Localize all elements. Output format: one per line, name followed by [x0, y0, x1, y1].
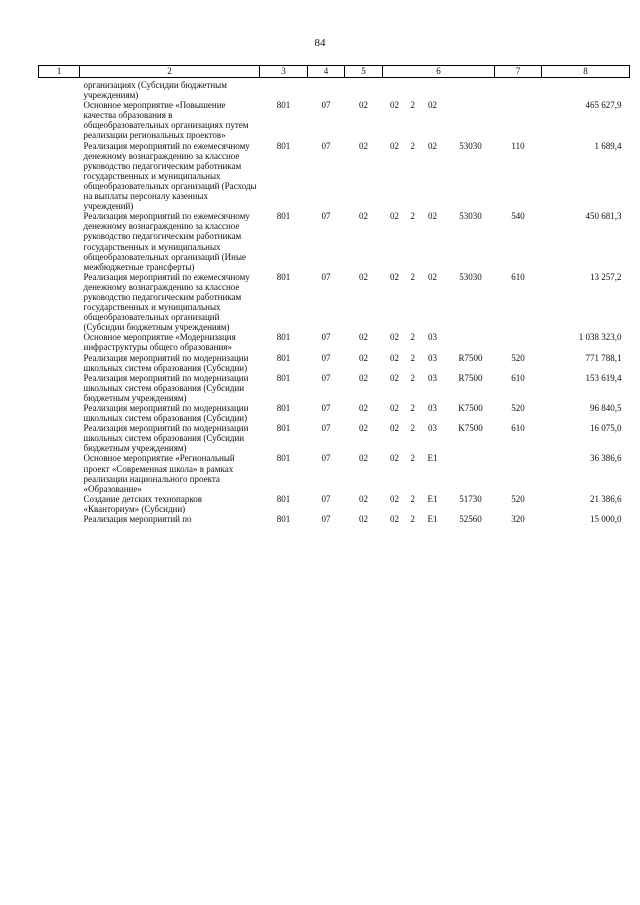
header-col-5: 5 [345, 66, 383, 78]
row-col-5: 02 [359, 493, 368, 504]
row-amount: 771 788,1 [585, 352, 622, 363]
header-col-7: 7 [495, 66, 542, 78]
row-code-d: 53030 [459, 140, 482, 151]
row-code-d: 53030 [459, 211, 482, 222]
row-col-5: 02 [359, 423, 368, 434]
table-row [39, 78, 630, 101]
row-code-a: 02 [390, 493, 399, 504]
row-col-3: 801 [276, 332, 291, 343]
row-col-4: 07 [321, 514, 331, 525]
table-body [39, 78, 630, 525]
row-code-c [419, 78, 447, 101]
table-row [39, 272, 630, 333]
row-code-d: K7500 [458, 403, 483, 413]
row-code-c: E1 [427, 453, 438, 464]
row-col-1 [39, 272, 80, 333]
row-code-b: 2 [410, 352, 415, 363]
row-col-7: 610 [511, 423, 525, 434]
row-col-3: 801 [276, 493, 291, 504]
row-code-a: 02 [390, 453, 399, 464]
row-code-d [447, 100, 495, 140]
row-col-7 [495, 78, 542, 101]
row-col-7: 610 [511, 271, 525, 282]
row-col-3: 801 [276, 403, 291, 413]
header-col-8: 8 [542, 66, 630, 78]
row-description: Реализация мероприятий по модернизации школьных систем образования (Субсидии бюджетным учреждениям) [83, 423, 249, 454]
row-col-7: 520 [511, 493, 525, 504]
row-code-d [447, 78, 495, 101]
page-number: 84 [314, 37, 326, 49]
row-col-4 [308, 78, 345, 101]
row-col-4: 07 [321, 423, 331, 434]
row-col-5 [345, 78, 383, 101]
row-code-d: 51730 [459, 493, 482, 504]
row-description: Основное мероприятие «Модернизация инфраструктуры общего образования» [83, 332, 236, 353]
row-code-b: 2 [410, 453, 415, 464]
row-col-1 [39, 514, 80, 524]
row-col-3: 801 [276, 271, 291, 282]
row-col-5: 02 [359, 403, 368, 413]
row-description: Реализация мероприятий по модернизации школьных систем образования (Субсидии бюджетным учреждениям) [83, 372, 249, 403]
row-col-3: 801 [276, 423, 291, 434]
row-col-1 [39, 100, 80, 140]
row-code-b: 2 [410, 372, 415, 383]
row-code-c: E1 [427, 493, 438, 504]
table-row [39, 423, 630, 453]
row-col-1 [39, 211, 80, 272]
row-col-4: 07 [321, 211, 331, 222]
table-row [39, 453, 630, 493]
row-code-a: 02 [390, 100, 399, 111]
row-col-7: 110 [511, 140, 525, 151]
row-description: Создание детских технопарков «Кванториум» (Субсидии) [83, 493, 202, 514]
row-col-1 [39, 353, 80, 373]
row-code-b: 2 [410, 332, 415, 343]
row-amount: 465 627,9 [585, 100, 622, 111]
row-description: Реализация мероприятий по [83, 514, 192, 525]
row-code-a: 02 [390, 332, 399, 343]
row-amount: 21 386,6 [590, 493, 622, 504]
row-amount: 96 840,5 [590, 403, 622, 413]
row-amount: 16 075,0 [590, 423, 622, 434]
row-description: Основное мероприятие «Повышение качества образования в общеобразовательных организациях путем реализации региональных проектов» [83, 100, 249, 141]
header-col-2: 2 [80, 66, 260, 78]
table-row [39, 100, 630, 140]
row-description: Реализация мероприятий по модернизации школьных систем образования (Субсидии) [83, 352, 249, 373]
row-code-a: 02 [390, 372, 399, 383]
header-col-3: 3 [260, 66, 308, 78]
row-description: Реализация мероприятий по ежемесячному денежному вознаграждению за классное руководство педагогическим работникам государственных и муниципальных общеобразовательных организаций (Субсидии бюджетным учреждениям) [83, 271, 250, 333]
table-row [39, 353, 630, 373]
row-col-4: 07 [321, 493, 331, 504]
row-col-4: 07 [321, 403, 331, 413]
row-amount: 13 257,2 [590, 271, 622, 282]
row-code-b: 2 [410, 211, 415, 222]
row-col-7 [495, 453, 542, 493]
row-code-a: 02 [390, 423, 399, 434]
table-row [39, 332, 630, 352]
row-col-1 [39, 373, 80, 403]
row-col-5: 02 [359, 332, 368, 343]
row-col-1 [39, 494, 80, 514]
header-col-6: 6 [383, 66, 495, 78]
row-code-b: 2 [410, 514, 415, 525]
row-col-4: 07 [321, 271, 331, 282]
row-col-7: 540 [511, 211, 525, 222]
row-code-b: 2 [410, 423, 415, 434]
row-col-3: 801 [276, 372, 291, 383]
row-code-c: 02 [428, 271, 437, 282]
row-amount: 1 038 323,0 [578, 332, 622, 343]
row-code-c: 03 [428, 332, 437, 343]
row-code-a [383, 78, 407, 101]
row-code-a: 02 [390, 514, 399, 525]
row-code-a: 02 [390, 352, 399, 363]
row-code-c: 02 [428, 211, 437, 222]
row-description: организациях (Субсидии бюджетным учреждениям) [83, 80, 227, 101]
row-col-3: 801 [276, 140, 291, 151]
row-col-5: 02 [359, 100, 368, 111]
row-description: Основное мероприятие «Региональный проект «Современная школа» в рамках реализации национального проекта «Образование» [83, 453, 235, 494]
row-col-7: 610 [511, 372, 525, 383]
row-amount: 153 619,4 [585, 372, 622, 383]
row-col-5: 02 [359, 514, 368, 525]
table-row [39, 494, 630, 514]
row-col-4: 07 [321, 100, 331, 111]
row-description: Реализация мероприятий по модернизации школьных систем образования (Субсидии) [83, 403, 249, 424]
budget-table [38, 65, 630, 524]
row-col-7 [495, 100, 542, 140]
row-code-d: 53030 [459, 271, 482, 282]
row-col-4: 07 [321, 140, 331, 151]
row-code-d [447, 332, 495, 352]
row-col-5: 02 [359, 140, 368, 151]
row-col-5: 02 [359, 271, 368, 282]
row-code-c: 03 [428, 423, 437, 434]
row-col-3: 801 [276, 100, 291, 111]
row-amount [542, 78, 630, 101]
table-row [39, 373, 630, 403]
row-col-5: 02 [359, 453, 368, 464]
row-col-4: 07 [321, 352, 331, 363]
row-code-d: 52560 [459, 514, 482, 525]
row-code-b: 2 [410, 493, 415, 504]
row-col-1 [39, 78, 80, 101]
table-row [39, 211, 630, 272]
row-code-c: 02 [428, 140, 437, 151]
header-col-1: 1 [39, 66, 80, 78]
row-code-a: 02 [390, 403, 399, 413]
table-row [39, 141, 630, 212]
row-col-3: 801 [276, 453, 291, 464]
row-code-b: 2 [410, 140, 415, 151]
row-col-3 [260, 78, 308, 101]
row-col-4: 07 [321, 453, 331, 464]
row-col-4: 07 [321, 332, 331, 343]
row-col-3: 801 [276, 352, 291, 363]
row-col-7: 520 [511, 352, 525, 363]
row-code-d: K7500 [458, 423, 483, 434]
row-code-c: 03 [428, 403, 437, 413]
row-amount: 15 000,0 [590, 514, 622, 525]
row-col-7 [495, 332, 542, 352]
row-code-b: 2 [410, 271, 415, 282]
row-col-3: 801 [276, 514, 291, 525]
row-col-5: 02 [359, 372, 368, 383]
row-amount: 36 386,6 [590, 453, 622, 464]
row-col-1 [39, 423, 80, 453]
row-code-a: 02 [390, 211, 399, 222]
row-col-3: 801 [276, 211, 291, 222]
row-col-1 [39, 453, 80, 493]
row-amount: 1 689,4 [594, 140, 622, 151]
row-description: Реализация мероприятий по ежемесячному денежному вознаграждению за классное руководство педагогическим работникам государственных и муниципальных общеобразовательных организаций (Расходы на выплаты персоналу казенных учреждений) [83, 140, 257, 212]
row-code-b: 2 [410, 403, 415, 413]
row-code-a: 02 [390, 271, 399, 282]
row-code-c: E1 [427, 514, 438, 525]
row-col-5: 02 [359, 352, 368, 363]
row-code-c: 03 [428, 372, 437, 383]
table-row [39, 514, 630, 524]
row-code-d: R7500 [458, 372, 483, 383]
row-code-b: 2 [410, 100, 415, 111]
row-description: Реализация мероприятий по ежемесячному денежному вознаграждению за классное руководство педагогическим работникам государственных и муниципальных общеобразовательных организаций (Иные межбюджетные трансферты) [83, 211, 250, 272]
row-col-5: 02 [359, 211, 368, 222]
table-row [39, 403, 630, 423]
row-code-c: 03 [428, 352, 437, 363]
header-row [39, 66, 630, 78]
row-col-7: 320 [511, 514, 525, 525]
row-col-7: 520 [511, 403, 525, 413]
header-col-4: 4 [308, 66, 345, 78]
row-code-b [407, 78, 419, 101]
row-code-a: 02 [390, 140, 399, 151]
row-amount: 450 681,3 [585, 211, 622, 222]
row-code-d [447, 453, 495, 493]
row-code-d: R7500 [458, 352, 483, 363]
row-col-1 [39, 403, 80, 423]
row-code-c: 02 [428, 100, 437, 111]
row-col-1 [39, 141, 80, 212]
row-col-4: 07 [321, 372, 331, 383]
row-col-1 [39, 332, 80, 352]
